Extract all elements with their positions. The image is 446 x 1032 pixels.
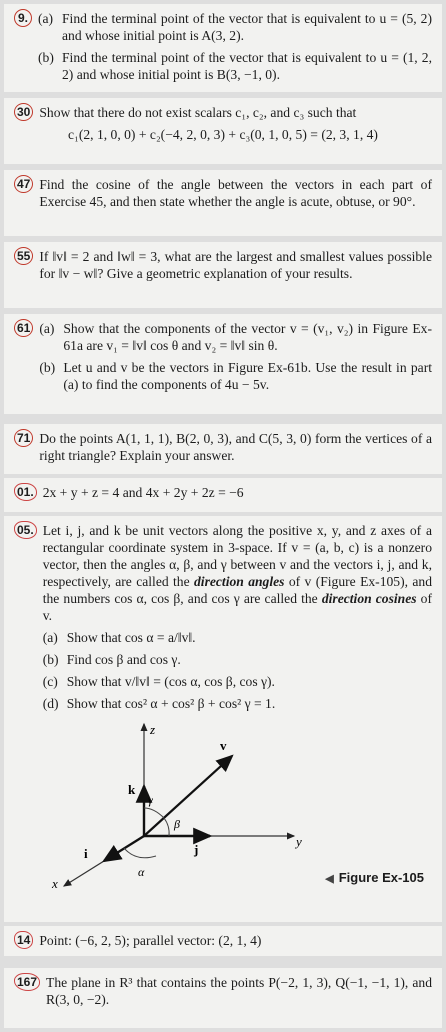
part-text: Find the terminal point of the vector that is equivalent to u = (5, 2) and whose initial point is A(3, 2). — [62, 11, 432, 43]
problem-mid: of v (Figure Ex-105), and the numbers cos α, cos β, and cos γ are called the — [42, 574, 433, 606]
problem-text: 2x + y + z = 4 and 4x + 2y + 2z = −6 — [42, 485, 244, 500]
y-label: y — [296, 834, 302, 849]
figure-ex-105 — [14, 716, 432, 894]
term-direction-angles: direction angles — [194, 574, 285, 589]
alpha-label: α — [138, 865, 145, 879]
v-label: v — [220, 738, 227, 753]
problem-intro: Let i, j, and k be unit vectors along the positive x, y, and z axes of a rectangular coordinate system in 3-space. If v = (a, b, c) is a nonzero vector, then the angles α, β, and γ between v and the vectors i, j, and k, respectively, are called the — [42, 523, 432, 589]
problem-text: Do the points A(1, 1, 1), B(2, 0, 3), and C(5, 3, 0) form the vertices of a right triangle? Explain your answer. — [39, 431, 432, 463]
figure-caption — [325, 869, 424, 888]
part-label: (a) — [39, 321, 55, 336]
problem-number: 14 — [14, 931, 33, 949]
problem-end: of v. — [42, 591, 432, 623]
part-text: Let u and v be the vectors in Figure Ex-61b. Use the result in part (a) to find the components of 4u − 5v. — [63, 360, 432, 392]
problem-47 — [4, 170, 442, 236]
problem-text: The plane in R³ that contains the points P(−2, 1, 3), Q(−1, −1, 1), and R(3, 0, −2). — [46, 975, 432, 1007]
problem-61 — [4, 314, 442, 414]
problem-114 — [4, 926, 442, 956]
part-label: (b) — [42, 652, 59, 667]
beta-label: β — [174, 817, 180, 831]
caption-text: Figure Ex-105 — [338, 870, 424, 885]
part-label: (b) — [38, 50, 54, 65]
problem-number: 47 — [14, 175, 33, 193]
x-label: x — [52, 876, 58, 891]
part-label: (a) — [42, 630, 58, 645]
problem-number: 9. — [14, 9, 32, 27]
problem-55 — [4, 242, 442, 308]
part-text: Find the terminal point of the vector that is equivalent to u = (1, 2, 2) and whose initial point is B(3, −1, 0). — [62, 50, 432, 82]
i-label: i — [84, 846, 88, 861]
direction-angles-diagram — [14, 716, 432, 894]
gamma-arc — [144, 808, 164, 818]
problem-9 — [4, 4, 442, 92]
problem-number: 30 — [14, 103, 33, 121]
problem-number: 167 — [14, 973, 40, 991]
problem-number: 05. — [14, 521, 37, 539]
problem-text: Point: (−6, 2, 5); parallel vector: (2, 1, 4) — [39, 933, 262, 948]
part-text: Show that v/‖v‖ = (cos α, cos β, cos γ). — [66, 674, 275, 689]
gamma-label: γ — [148, 793, 153, 807]
caption-triangle-icon: ◀ — [325, 873, 334, 885]
j-label: j — [194, 842, 199, 857]
problem-number: 61 — [14, 319, 33, 337]
beta-arc — [164, 818, 169, 836]
term-direction-cosines: direction cosines — [321, 591, 417, 606]
problem-167 — [4, 968, 442, 1028]
k-label: k — [128, 782, 136, 797]
v-vector — [144, 756, 232, 836]
part-label: (c) — [42, 674, 58, 689]
problem-text: Show that there do not exist scalars c₁, c₂, and c₃ such that — [39, 105, 357, 120]
problem-number: 71 — [14, 429, 33, 447]
problem-71 — [4, 424, 442, 474]
problem-101 — [4, 478, 442, 512]
problem-105 — [4, 516, 442, 922]
part-label: (a) — [38, 11, 54, 26]
alpha-arc — [124, 848, 156, 858]
part-text: Find cos β and cos γ. — [66, 652, 181, 667]
problem-30 — [4, 98, 442, 164]
problem-number: 01. — [14, 483, 37, 501]
problem-text: If ‖v‖ = 2 and ‖w‖ = 3, what are the largest and smallest values possible for ‖v − w‖? Give a geometric explanation of your results. — [39, 249, 432, 281]
part-label: (b) — [39, 360, 56, 375]
part-text: Show that the components of the vector v = (v₁, v₂) in Figure Ex-61a are v₁ = ‖v‖ cos θ and v₂ = ‖v‖ sin θ. — [63, 321, 432, 353]
part-text: Show that cos² α + cos² β + cos² γ = 1. — [66, 696, 276, 711]
z-label: z — [150, 722, 156, 737]
problem-text: Find the cosine of the angle between the vectors in each part of Exercise 45, and then state whether the angle is acute, obtuse, or 90°. — [39, 177, 432, 209]
part-text: Show that cos α = a/‖v‖. — [66, 630, 196, 645]
problem-number: 55 — [14, 247, 33, 265]
part-label: (d) — [42, 696, 59, 711]
problem-equation: c₁(2, 1, 0, 0) + c₂(−4, 2, 0, 3) + c₃(0, 1, 0, 5) = (2, 3, 1, 4) — [68, 127, 378, 142]
